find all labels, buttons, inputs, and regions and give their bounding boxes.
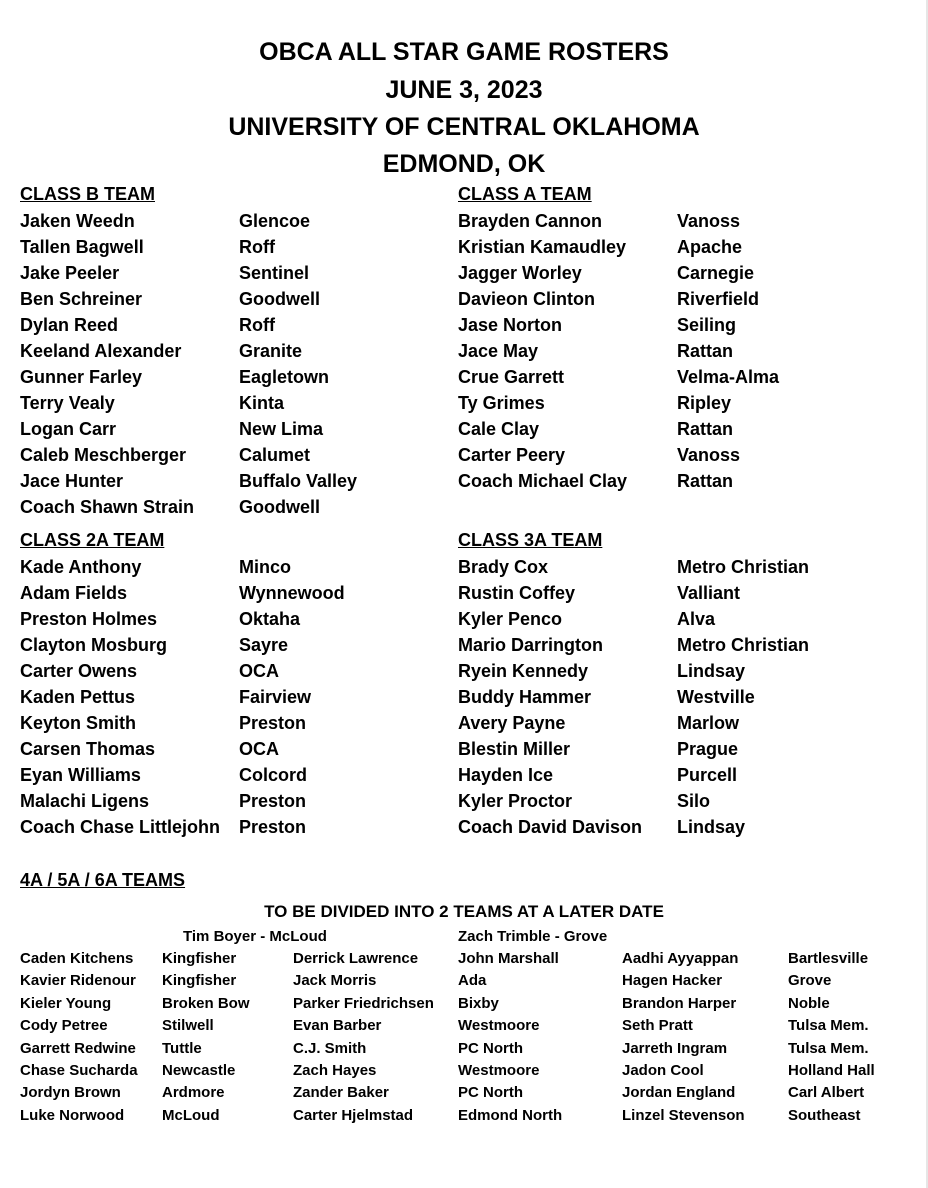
team-header: CLASS 2A TEAM [20,530,165,550]
player-school: Velma-Alma [677,367,780,387]
player-school: Roff [239,315,275,335]
player-school: OCA [239,739,279,759]
player-school: Lindsay [677,661,746,681]
player-name: Terry Vealy [20,393,115,413]
player-name: Carter Peery [458,445,566,465]
player-school: Vanoss [677,211,741,231]
player-school: Riverfield [677,289,760,309]
player-name: Brandon Harper [622,994,737,1012]
player-name: Davieon Clinton [458,289,596,309]
big-schools-subtitle: TO BE DIVIDED INTO 2 TEAMS AT A LATER DATE [264,902,664,921]
roster-row [20,208,440,234]
roster-row [458,814,898,840]
roster-row [20,364,440,390]
player-school: Sentinel [239,263,310,283]
player-school: Wynnewood [239,583,345,603]
player-school: Metro Christian [677,557,810,577]
player-school: Grove [788,972,832,990]
team-header: CLASS A TEAM [458,184,592,204]
roster-row [20,710,440,736]
big-schools-schools-col-3 [788,948,875,1127]
player-name: Adam Fields [20,583,128,603]
player-name: Kristian Kamaudley [458,237,627,257]
player-name: Luke Norwood [20,1106,125,1124]
player-name: Cale Clay [458,419,540,439]
class-b-team [20,182,440,520]
player-school: Ada [458,972,487,990]
player-name: Coach Shawn Strain [20,497,195,517]
player-name: Clayton Mosburg [20,635,167,655]
player-school: Edmond North [458,1106,563,1124]
roster-row [20,260,440,286]
roster-row [458,364,898,390]
player-school: Sayre [239,635,289,655]
document-title: OBCA ALL STAR GAME ROSTERS [259,38,669,66]
class-3a-team [458,528,898,840]
player-name: Tallen Bagwell [20,237,144,257]
player-name: Jarreth Ingram [622,1039,728,1057]
roster-row [458,338,898,364]
roster-row [458,554,898,580]
player-school: Eagletown [239,367,330,387]
player-name: Carter Owens [20,661,138,681]
player-name: Jace May [458,341,539,361]
player-school: Stilwell [162,1017,214,1035]
roster-row [458,312,898,338]
player-school: Tulsa Mem. [788,1017,869,1035]
roster-row [458,208,898,234]
player-school: New Lima [239,419,324,439]
player-name: Carter Hjelmstad [293,1106,414,1124]
roster-row [20,762,440,788]
player-name: Cody Petree [20,1017,108,1035]
player-name: Jadon Cool [622,1061,704,1079]
player-school: Preston [239,817,307,837]
big-schools-header: 4A / 5A / 6A TEAMS [20,870,186,890]
player-school: Rattan [677,419,734,439]
player-name: Ben Schreiner [20,289,143,309]
player-school: Holland Hall [788,1061,875,1079]
player-name: Keyton Smith [20,713,137,733]
player-school: Goodwell [239,497,320,517]
roster-row [20,606,440,632]
player-name: Ryein Kennedy [458,661,589,681]
player-school: McLoud [162,1106,220,1124]
event-date: JUNE 3, 2023 [385,76,543,104]
player-name: Dylan Reed [20,315,119,335]
player-school: Oktaha [239,609,301,629]
player-name: Brady Cox [458,557,549,577]
player-name: Kyler Penco [458,609,563,629]
roster-row [20,338,440,364]
player-school: Preston [239,791,307,811]
player-school: Apache [677,237,743,257]
player-name: Crue Garrett [458,367,565,387]
roster-row [20,468,440,494]
player-name: Coach Chase Littlejohn [20,817,221,837]
player-school: PC North [458,1039,523,1057]
player-school: Silo [677,791,711,811]
player-school: Buffalo Valley [239,471,358,491]
roster-row [458,416,898,442]
roster-row [458,736,898,762]
player-name: Coach Michael Clay [458,471,628,491]
player-school: Westmoore [458,1061,540,1079]
player-school: Preston [239,713,307,733]
big-schools-schools-col-2 [458,948,562,1127]
player-name: Kaden Pettus [20,687,136,707]
player-name: Gunner Farley [20,367,143,387]
player-school: Tuttle [162,1039,202,1057]
player-name: C.J. Smith [293,1039,367,1057]
player-school: Metro Christian [677,635,810,655]
class-2a-team [20,528,440,840]
player-name: Jake Peeler [20,263,120,283]
player-name: Jace Hunter [20,471,124,491]
big-schools-names-col-2 [293,948,434,1127]
player-name: Parker Friedrichsen [293,994,434,1012]
player-name: Caleb Meschberger [20,445,187,465]
player-school: Ripley [677,393,732,413]
player-school: Kingfisher [162,950,237,967]
team-header: CLASS B TEAM [20,184,155,204]
roster-row [20,554,440,580]
roster-row [458,632,898,658]
player-name: Zander Baker [293,1084,389,1102]
roster-row [458,762,898,788]
player-name: Preston Holmes [20,609,158,629]
player-name: Chase Sucharda [20,1061,138,1079]
roster-row [458,684,898,710]
player-school: Lindsay [677,817,746,837]
player-name: Logan Carr [20,419,117,439]
player-school: Seiling [677,315,737,335]
player-school: Vanoss [677,445,741,465]
player-name: Evan Barber [293,1017,382,1035]
roster-row [458,260,898,286]
roster-row [458,390,898,416]
player-name: Carsen Thomas [20,739,156,759]
player-name: Jagger Worley [458,263,582,283]
player-school: Tulsa Mem. [788,1039,869,1057]
roster-row [458,658,898,684]
player-school: Rattan [677,341,734,361]
roster-row [20,442,440,468]
roster-row [458,580,898,606]
roster-row [458,286,898,312]
player-name: Jordan England [622,1084,736,1102]
player-school: Newcastle [162,1061,236,1079]
player-name: Blestin Miller [458,739,571,759]
player-school: Kingfisher [162,972,237,990]
player-name: Hagen Hacker [622,972,723,990]
roster-row [20,286,440,312]
player-school: Calumet [239,445,311,465]
player-school: Broken Bow [162,994,250,1012]
player-name: Avery Payne [458,713,566,733]
roster-row [20,580,440,606]
player-name: Buddy Hammer [458,687,592,707]
player-school: Bixby [458,994,499,1012]
player-name: Aadhi Ayyappan [622,950,739,967]
player-school: Carnegie [677,263,755,283]
player-name: Brayden Cannon [458,211,603,231]
roster-row [20,684,440,710]
player-school: Prague [677,739,739,759]
roster-row [458,234,898,260]
roster-row [20,658,440,684]
roster-row [458,442,898,468]
player-name: Malachi Ligens [20,791,150,811]
event-venue: UNIVERSITY OF CENTRAL OKLAHOMA [228,113,700,141]
roster-row [458,710,898,736]
big-schools-names-col-3 [622,948,745,1127]
player-school: Granite [239,341,303,361]
player-school: Fairview [239,687,312,707]
player-name: Seth Pratt [622,1017,693,1035]
player-name: Keeland Alexander [20,341,182,361]
roster-row [20,494,440,520]
player-school: Westville [677,687,755,707]
player-school: Carl Albert [788,1084,865,1102]
team-header: CLASS 3A TEAM [458,530,603,550]
player-name: Coach David Davison [458,817,643,837]
player-name: Kade Anthony [20,557,142,577]
player-name: Jaken Weedn [20,211,135,231]
player-school: Noble [788,994,830,1012]
big-schools-schools-col-1 [162,948,250,1127]
player-name: Derrick Lawrence [293,950,419,967]
roster-row [458,468,898,494]
player-name: Caden Kitchens [20,950,134,967]
player-name: Garrett Redwine [20,1039,136,1057]
player-name: Kavier Ridenour [20,972,136,990]
player-name: Kyler Proctor [458,791,573,811]
player-school: Glencoe [239,211,311,231]
player-school: Southeast [788,1106,861,1124]
player-school: Bartlesville [788,950,869,967]
player-school: Westmoore [458,1017,540,1035]
player-school: Alva [677,609,716,629]
roster-row [20,312,440,338]
roster-row [20,416,440,442]
player-name: Linzel Stevenson [622,1106,745,1124]
player-school: Minco [239,557,291,577]
event-location: EDMOND, OK [382,150,546,178]
coach-label-1: Tim Boyer - McLoud [183,928,327,945]
player-school: Goodwell [239,289,320,309]
player-school: Valliant [677,583,741,603]
roster-row [458,788,898,814]
player-name: Kieler Young [20,994,112,1012]
player-name: Eyan Williams [20,765,141,785]
player-school: Purcell [677,765,738,785]
player-school: Colcord [239,765,308,785]
player-school: PC North [458,1084,523,1102]
roster-row [458,606,898,632]
player-school: Kinta [239,393,284,413]
player-school: Roff [239,237,275,257]
roster-row [20,736,440,762]
player-name: Rustin Coffey [458,583,575,603]
player-name: Jase Norton [458,315,563,335]
roster-row [20,814,440,840]
player-school: John Marshall [458,950,559,967]
roster-row [20,234,440,260]
player-school: OCA [239,661,279,681]
roster-row [20,632,440,658]
big-schools-names-col-1 [20,948,138,1127]
roster-row [20,390,440,416]
player-school: Rattan [677,471,734,491]
roster-row [20,788,440,814]
class-a-team [458,182,898,494]
player-name: Jack Morris [293,972,377,990]
player-name: Ty Grimes [458,393,545,413]
player-school: Marlow [677,713,740,733]
coach-label-2: Zach Trimble - Grove [458,928,608,945]
player-name: Zach Hayes [293,1061,377,1079]
player-name: Hayden Ice [458,765,554,785]
player-school: Ardmore [162,1084,225,1102]
player-name: Mario Darrington [458,635,604,655]
player-name: Jordyn Brown [20,1084,121,1102]
